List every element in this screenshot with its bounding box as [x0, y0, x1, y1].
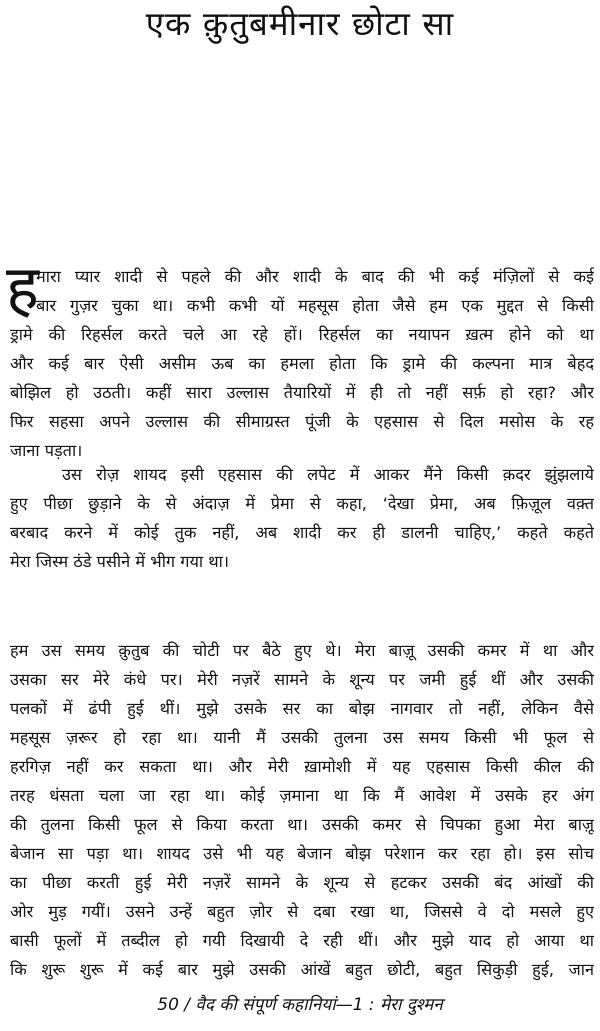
text-line: मारा प्यार शादी से पहले की और शादी के बाद की भी कई मंज़िलों से कई	[36, 267, 594, 286]
paragraph-1	[10, 262, 594, 465]
text-line: बासी फूलों में तब्दील हो गयी दिखायी दे रही थीं। और मुझे याद हो आया था	[10, 931, 594, 950]
paragraph-2	[10, 460, 594, 576]
text-line: का पीछा करती हुई मेरी नज़रें सामने के शून्य से हटकर उसकी बंद आंखों की	[10, 873, 594, 892]
text-line: जाना पड़ता।	[10, 441, 83, 460]
text-line: बोझिल हो उठती। कहीं सारा उल्लास तैयारियों में ही तो नहीं सर्फ़ हो रहा? और	[10, 383, 594, 402]
text-line: की तुलना किसी फूल से किया करता था। उसकी कमर से चिपका हुआ मेरा बाज़ू	[10, 815, 594, 834]
text-line: उसका सर मेरे कंधे पर। मेरी नज़रें सामने के शून्य पर जमी हुई थीं और उसकी	[10, 670, 594, 689]
text-line: हुए पीछा छुड़ाने के से अंदाज़ में प्रेमा से कहा, ‘देखा प्रेमा, अब फ़िज़ूल वक़्त	[10, 494, 594, 513]
text-line: बार गुज़र चुका था। कभी कभी यों महसूस होता जैसे हम एक मुद्दत से किसी	[36, 296, 594, 315]
text-line: उस रोज़ शायद इसी एहसास की लपेट में आकर मैंने किसी क़दर झुंझलाये	[62, 465, 594, 484]
text-line: तरह धंसता चला जा रहा था। कोई ज़माना था कि मैं आवेश में उसके हर अंग	[10, 786, 594, 805]
text-line: पलकों में ढंपी हुई थीं। मुझे उसके सर का बोझ नागवार तो नहीं, लेकिन वैसे	[10, 699, 594, 718]
paragraph-3	[10, 636, 594, 984]
text-line: बेजान सा पड़ा था। शायद उसे भी यह बेजान बोझ परेशान कर रहा हो। इस सोच	[10, 844, 594, 863]
text-line: हम उस समय क़ुतुब की चोटी पर बैठे हुए थे। मेरा बाज़ू उसकी कमर में था और	[10, 641, 594, 660]
text-line: कि शुरू शुरू में कई बार मुझे उसकी आंखें बहुत छोटी, बहुत सिकुड़ी हुई, जान	[10, 960, 594, 979]
text-line: ओर मुड़ गयीं। उसने उन्हें बहुत ज़ोर से दबा रखा था, जिससे वे दो मसले हुए	[10, 902, 594, 921]
drop-cap-letter: ह	[6, 251, 39, 324]
text-line: और कई बार ऐसी असीम ऊब का हमला होता कि ड्रामे की कल्पना मात्र बेहद	[10, 354, 594, 373]
text-line: हरगिज़ नहीं कर सकता था। और मेरी ख़ामोशी में यह एहसास किसी कील की	[10, 757, 594, 776]
text-line: महसूस ज़रूर हो रहा था। यानी मैं उसकी तुलना उस समय किसी भी फूल से	[10, 728, 594, 747]
chapter-title: एक क़ुतुबमीनार छोटा सा	[145, 4, 455, 43]
page-footer: 50 / वैद की संपूर्ण कहानियां—1 : मेरा दुश्मन	[157, 995, 443, 1015]
text-line: फिर सहसा अपने उल्लास की सीमाग्रस्त पूंजी के एहसास से दिल मसोस के रह	[10, 412, 594, 431]
text-line: ड्रामे की रिहर्सल करते चले आ रहे हों। रिहर्सल का नयापन ख़त्म होने को था	[10, 325, 594, 344]
text-line: मेरा जिस्म ठंडे पसीने में भीग गया था।	[10, 552, 230, 571]
text-line: बरबाद करने में कोई तुक नहीं, अब शादी कर ही डालनी चाहिए,’ कहते कहते	[10, 523, 594, 542]
